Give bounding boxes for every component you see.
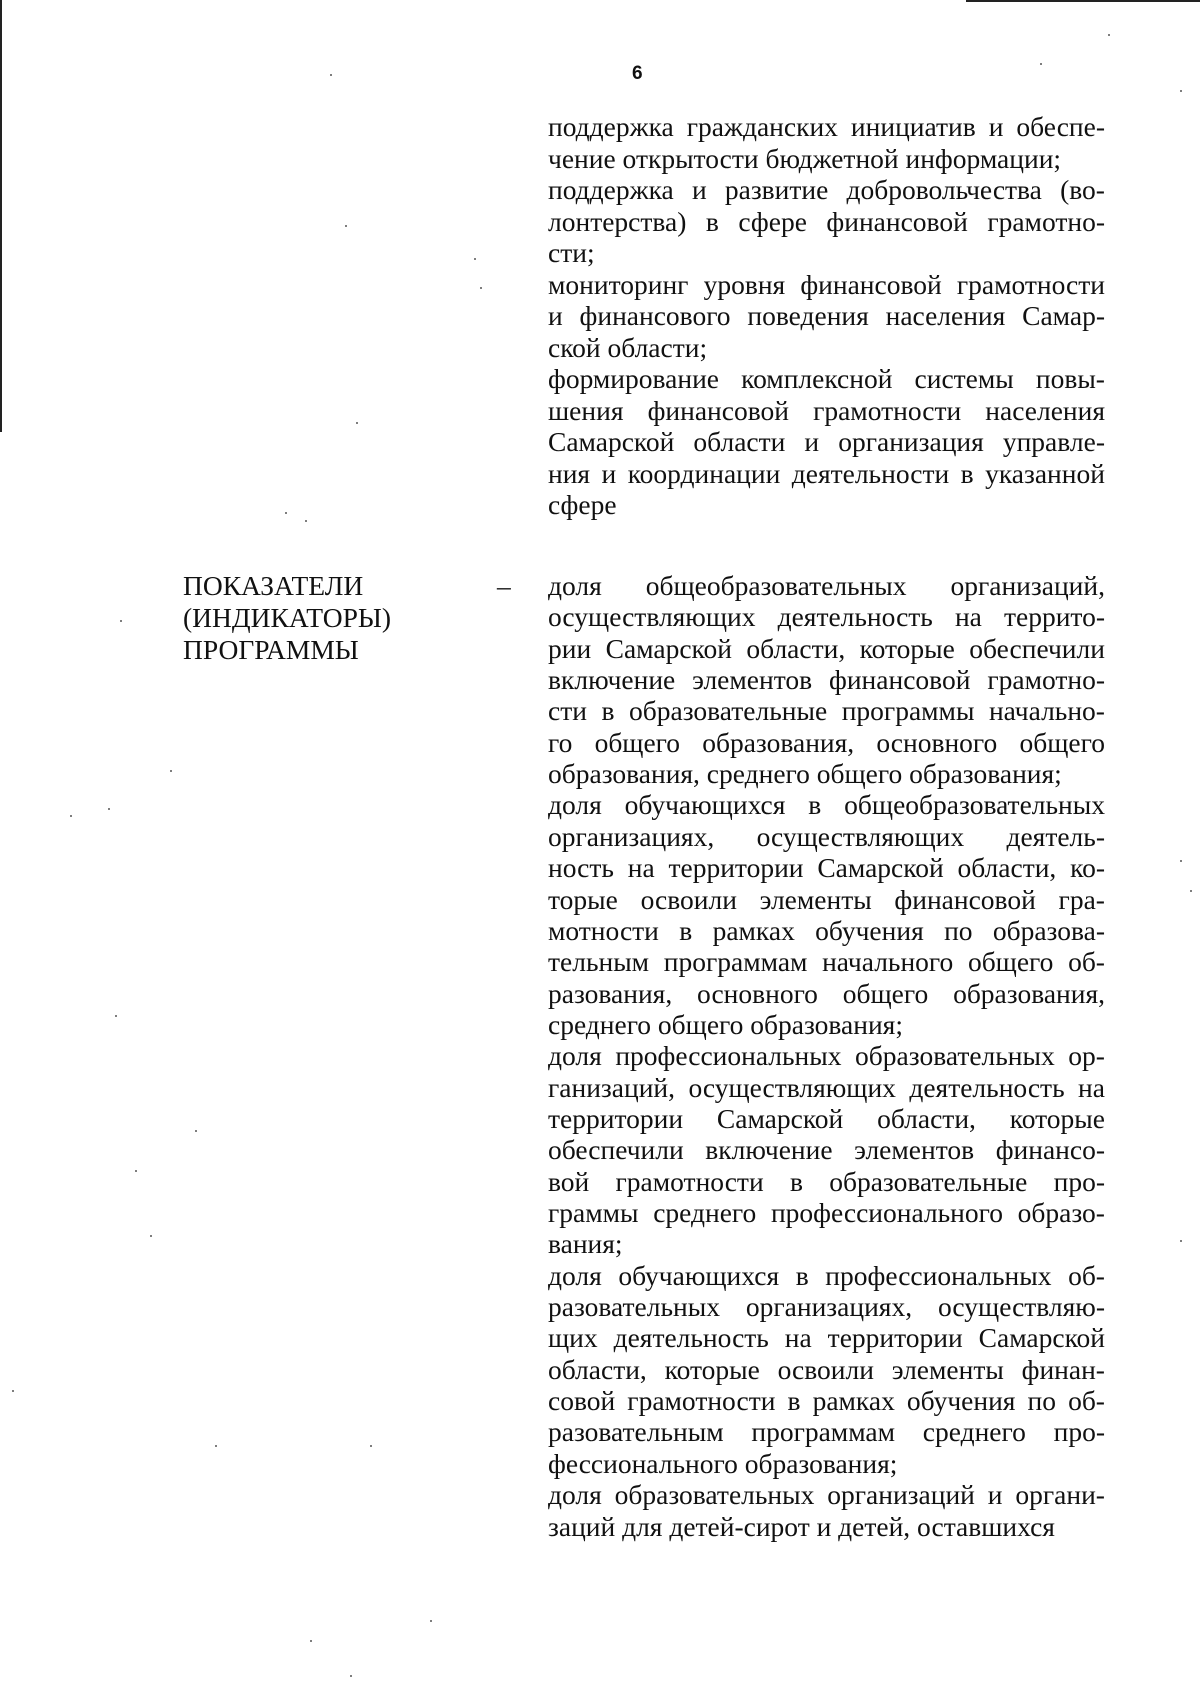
indicator-item-first-line: доля образовательных организаций и органи- xyxy=(548,1479,1105,1511)
indicators-heading-line: (ИНДИКАТОРЫ) xyxy=(183,602,392,633)
scan-speck xyxy=(150,1235,152,1237)
scan-edge-top xyxy=(966,0,1200,2)
scan-speck xyxy=(170,770,172,772)
indicator-line: среднего общего образования; xyxy=(548,1008,903,1040)
scan-speck xyxy=(370,1445,372,1447)
indicator-item-first-line: доля обучающихся в общеобразовательных xyxy=(548,789,1105,821)
goal-line: Самарской области и организация управле- xyxy=(548,426,1105,457)
scan-speck xyxy=(345,225,347,227)
scan-speck xyxy=(1190,890,1192,892)
indicator-line: сти в образовательные программы начально- xyxy=(548,695,1105,727)
goal-item-first-line: поддержка гражданских инициатив и обеспе- xyxy=(548,111,1105,142)
scan-speck xyxy=(1108,34,1110,36)
goal-line: лонтерства) в сфере финансовой грамотно- xyxy=(548,205,1105,237)
indicator-line: щих деятельность на территории Самарской xyxy=(548,1322,1105,1354)
scan-speck xyxy=(195,1130,197,1132)
scan-speck xyxy=(120,620,122,622)
indicator-line: обеспечили включение элементов финансо- xyxy=(548,1134,1105,1166)
goal-line: и финансового поведения населения Самар- xyxy=(548,300,1105,331)
indicators-heading-line: ПРОГРАММЫ xyxy=(183,634,359,665)
indicator-line: заций для детей-сирот и детей, оставшихся xyxy=(548,1510,1055,1542)
scan-speck xyxy=(474,258,476,260)
goal-item-first-line: формирование комплексной системы повы- xyxy=(548,363,1105,394)
indicator-item-first-line: доля общеобразовательных организаций, xyxy=(548,570,1105,601)
indicator-line: рии Самарской области, которые обеспечили xyxy=(548,632,1105,664)
indicator-line: ганизаций, осуществляющих деятельность на xyxy=(548,1071,1105,1103)
scan-speck xyxy=(115,1015,117,1017)
indicator-line: разовательным программам среднего про- xyxy=(548,1416,1105,1448)
scan-speck xyxy=(1180,90,1182,92)
scan-edge-left xyxy=(0,0,2,432)
goal-item-first-line: мониторинг уровня финансовой грамотности xyxy=(548,268,1105,300)
scan-speck xyxy=(1040,63,1042,65)
scan-speck xyxy=(70,815,72,817)
scan-speck xyxy=(285,512,287,514)
indicators-heading-line: ПОКАЗАТЕЛИ xyxy=(183,570,364,601)
scan-speck xyxy=(135,1170,137,1172)
scan-speck xyxy=(310,1640,312,1642)
indicator-line: вой грамотности в образовательные про- xyxy=(548,1165,1105,1197)
scan-speck xyxy=(480,287,482,289)
goal-line: сфере xyxy=(548,489,617,520)
indicator-line: ность на территории Самарской области, ко- xyxy=(548,852,1105,884)
indicator-line: территории Самарской области, которые xyxy=(548,1102,1105,1134)
indicator-item-first-line: доля профессиональных образовательных ор- xyxy=(548,1040,1105,1072)
scan-speck xyxy=(330,74,332,76)
indicator-line: тельным программам начального общего об- xyxy=(548,946,1105,978)
goal-line: ской области; xyxy=(548,331,708,363)
goal-line: шения финансовой грамотности населения xyxy=(548,394,1105,426)
indicators-heading xyxy=(183,570,391,666)
scan-speck xyxy=(108,808,110,810)
indicator-line: фессионального образования; xyxy=(548,1447,898,1479)
goal-line: ния и координации деятельности в указанной xyxy=(548,457,1105,489)
indicator-line: граммы среднего профессионального образо- xyxy=(548,1197,1105,1228)
indicator-line: включение элементов финансовой грамотно- xyxy=(548,664,1105,696)
scan-speck xyxy=(305,520,307,522)
scan-speck xyxy=(215,1445,217,1447)
indicator-line: мотности в рамках обучения по образова- xyxy=(548,914,1105,946)
indicator-line: области, которые освоили элементы финан- xyxy=(548,1353,1105,1385)
scan-speck xyxy=(356,422,358,424)
scan-speck xyxy=(12,1390,14,1392)
indicator-line: разования, основного общего образования, xyxy=(548,977,1105,1009)
indicator-line: совой грамотности в рамках обучения по об- xyxy=(548,1385,1105,1417)
indicator-line: организациях, осуществляющих деятель- xyxy=(548,820,1105,852)
scan-speck xyxy=(350,1675,352,1677)
indicator-item-first-line: доля обучающихся в профессиональных об- xyxy=(548,1259,1105,1291)
goal-line: чение открытости бюджетной информации; xyxy=(548,142,1062,174)
indicator-line: го общего образования, основного общего xyxy=(548,726,1105,758)
indicator-line: разовательных организациях, осуществляю- xyxy=(548,1291,1105,1323)
scan-speck xyxy=(430,1620,432,1622)
indicator-line: вания; xyxy=(548,1228,623,1260)
scan-speck xyxy=(1180,1240,1182,1242)
goal-item-first-line: поддержка и развитие добровольчества (во- xyxy=(548,174,1105,205)
page-number: 6 xyxy=(632,63,643,84)
heading-dash: – xyxy=(497,570,511,601)
indicator-line: осуществляющих деятельность на террито- xyxy=(548,601,1105,633)
scan-speck xyxy=(1180,860,1182,862)
goal-line: сти; xyxy=(548,237,595,268)
indicator-line: торые освоили элементы финансовой гра- xyxy=(548,883,1105,915)
indicator-line: образования, среднего общего образования; xyxy=(548,758,1062,790)
